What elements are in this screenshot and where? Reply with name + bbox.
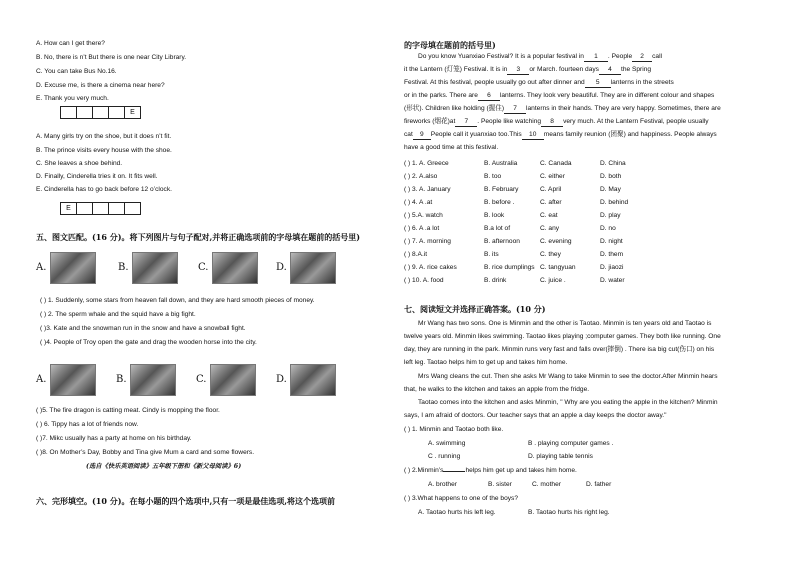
cloze-question: ( ) 4. A .at [404,199,433,206]
story-line: B. The prince visits every house with the shoe. [36,147,172,154]
answer-grid-1 [60,106,141,119]
cloze-option[interactable]: C. Canada [540,160,572,167]
match-line: ( ) 2. The sperm whale and the squid have a big fight. [40,311,196,318]
passage-line: Festival. At this festival, people usually go out after dinner and 5 lanterns in the streets [404,79,674,86]
option[interactable]: D. playing table tennis [528,453,593,460]
picture-label: C. [196,374,207,385]
reading-line: day, they are running in the park. Minmin runs very fast and falls over(摔倒) . There isa big cut(伤口) on his [404,346,715,353]
option[interactable]: A. Taotao hurts his left leg. [418,509,496,516]
cloze-option[interactable]: C. juice . [540,277,566,284]
cloze-question: ( ) 10. A. food [404,277,444,284]
cloze-option[interactable]: B. look [484,212,505,219]
blank[interactable]: 10 [522,131,544,140]
dialog-line: A. How can I get there? [36,40,105,47]
cloze-option[interactable]: B.a lot of [484,225,511,232]
picture-party [210,364,256,396]
cloze-question: ( ) 5.A. watch [404,212,443,219]
passage-line: fireworks (烟花)at 7 . People like watching 8 very much. At the Lantern Festival, people usually [404,118,709,125]
cloze-option[interactable]: B. February [484,186,519,193]
option[interactable]: B. Taotao hurts his right leg. [528,509,610,516]
section-6-title: 六、完形填空。(10 分)。在每小题的四个选项中,只有一项是最佳选项,将这个选项前 [36,496,336,506]
story-line: C. She leaves a shoe behind. [36,160,123,167]
blank[interactable]: 3 [507,66,529,75]
blank[interactable]: 7 [504,105,526,114]
picture-label: C. [198,262,209,273]
cloze-option[interactable]: D. water [600,277,625,284]
cloze-question: ( ) 3. A. January [404,186,451,193]
cloze-option[interactable]: D. both [600,173,622,180]
picture-tippy-friends [130,364,176,396]
match-line: ( ) 1. Suddenly, some stars from heaven fall down, and they are hard smooth pieces of money. [40,297,315,304]
answer-grid-2 [60,202,141,215]
picture-label: A. [36,374,47,385]
option[interactable]: A. swimming [428,440,466,447]
story-line: A. Many girls try on the shoe, but it does n’t fit. [36,133,172,140]
cloze-question: ( ) 7. A. morning [404,238,451,245]
picture-whale-squid [132,252,178,284]
option[interactable]: B. sister [488,481,512,488]
option[interactable]: C . running [428,453,461,460]
section-6-title-continued: 的字母填在题前的括号里) [404,40,496,50]
cloze-option[interactable]: C. evening [540,238,572,245]
grid-cell: E [130,109,135,116]
cloze-option[interactable]: D. May [600,186,621,193]
cloze-option[interactable]: B. before . [484,199,515,206]
match-line: ( )4. People of Troy open the gate and drag the wooden horse into the city. [40,339,257,346]
cloze-option[interactable]: C. they [540,251,561,258]
blank[interactable]: 8 [541,118,563,127]
blank[interactable]: 1 [584,53,608,62]
grid-cell[interactable] [109,203,125,214]
grid-cell[interactable] [77,203,93,214]
reading-line: says, I am afraid of doctors. Our teacher says that an apple a day keeps the doctor away." [404,412,667,419]
blank[interactable]: 4 [599,66,621,75]
reading-line: left leg. Taotao helps him to get up and takes him home. [404,359,568,366]
cloze-option[interactable]: B. Australia [484,160,518,167]
cloze-option[interactable]: D. night [600,238,623,245]
section-5-title: 五、图文匹配。(16 分)。将下列图片与句子配对,并将正确选项前的字母填在题前的括号里) [36,232,361,242]
cloze-option[interactable]: D. China [600,160,626,167]
cloze-option[interactable]: B. rice dumplings [484,264,535,271]
cloze-question: ( ) 1. A. Greece [404,160,449,167]
option[interactable]: D. father [586,481,612,488]
passage-line: it the Lantern (灯笼) Festival. It is in 3 or March. fourteen days 4 the Spring [404,66,652,73]
reading-line: Mrs Wang cleans the cut. Then she asks Mr Wang to take Minmin to see the doctor.After Minmin hears [418,373,718,380]
passage-line: or in the parks. There are 6 lanterns. They look very beautiful. They are in different colour and shapes [404,92,715,99]
picture-label: A. [36,262,47,273]
cloze-option[interactable]: C. tangyuan [540,264,576,271]
story-line: D. Finally, Cinderella tries it on. It fits well. [36,173,158,180]
passage-line: Do you know Yuanxiao Festival? It is a popular festival in 1 . People 2 call [418,53,663,60]
match-line: ( )3. Kate and the snowman run in the snow and have a snowball fight. [40,325,246,332]
cloze-question: ( ) 8.A.it [404,251,428,258]
grid-cell[interactable] [77,107,93,118]
cloze-option[interactable]: C. April [540,186,562,193]
match-line: ( )5. The fire dragon is catting meat. Cindy is mopping the floor. [36,407,220,414]
grid-cell[interactable] [93,203,109,214]
grid-cell: E [61,203,77,214]
story-line: E. Cinderella has to go back before 12 o’clock. [36,186,172,193]
reading-line: Mr Wang has two sons. One is Minmin and the other is Taotao. Minmin is ten years old and Taotao is [418,320,712,327]
option[interactable]: A. brother [428,481,457,488]
cloze-question: ( ) 6. A .a lot [404,225,440,232]
picture-troy-horse [290,252,336,284]
question-2: ( ) 2.Minmin’s helps him get up and takes him home. [404,467,577,474]
cloze-option[interactable]: D. jiaozi [600,264,624,271]
question-3: ( ) 3.What happens to one of the boys? [404,495,518,502]
cloze-option[interactable]: C. any [540,225,560,232]
reading-line: twelve years old. Minmin likes swimming. Taotao likes playing ;computer games. They both like running. One [404,333,721,340]
blank[interactable]: 2 [632,53,652,62]
cloze-question: ( ) 2. A.also [404,173,438,180]
dialog-line: D. Excuse me, is there a cinema near here? [36,82,165,89]
cloze-option[interactable]: B. afternoon [484,238,520,245]
cloze-option[interactable]: C. after [540,199,562,206]
match-line: ( ) 6. Tippy has a lot of friends now. [36,421,139,428]
grid-cell[interactable] [61,107,77,118]
cloze-option[interactable]: B. drink [484,277,507,284]
picture-fire-dragon [50,364,96,396]
dialog-line: B. No, there is n’t But there is one near City Library. [36,54,187,61]
blank[interactable] [443,471,465,472]
section-7-title: 七、阅读短文并选择正确答案。(10 分) [404,304,546,314]
option[interactable]: C. mother [532,481,561,488]
cloze-option[interactable]: D. behind [600,199,629,206]
cloze-option[interactable]: B. too [484,173,502,180]
blank[interactable]: 6 [478,92,500,101]
picture-label: D. [276,374,287,385]
cloze-option[interactable]: C. either [540,173,565,180]
grid-cell[interactable] [125,203,140,214]
passage-line: cat 9 People call it yuanxiao too.This 10 means family reunion (团聚) and happiness. People always [404,131,717,138]
source-note: (选自《快乐英语阅读》五年级下册和《新父母阅读》6) [86,463,242,470]
passage-line: have a good time at this festival. [404,144,499,151]
picture-label: B. [116,374,127,385]
picture-snowman [212,252,258,284]
blank[interactable]: 5 [585,79,611,88]
picture-label: B. [118,262,129,273]
cloze-question: ( ) 9. A. rice cakes [404,264,457,271]
picture-label: D. [276,262,287,273]
blank[interactable]: 9 [413,131,431,140]
reading-line: that, he walks to the kitchen and takes an apple from the fridge. [404,386,590,393]
cloze-option[interactable]: D. no [600,225,616,232]
picture-stars-falling [50,252,96,284]
cloze-option[interactable]: C. eat [540,212,558,219]
cloze-option[interactable]: D. them [600,251,624,258]
option[interactable]: B . playing computer games . [528,440,614,447]
picture-mothers-day [290,364,336,396]
match-line: ( )8. On Mother’s Day, Bobby and Tina give Mum a card and some flowers. [36,449,255,456]
blank[interactable]: 7 [455,118,477,127]
grid-cell[interactable] [109,107,125,118]
grid-cell[interactable] [93,107,109,118]
reading-line: Taotao comes into the kitchen and asks Minmin, " Why are you eating the apple in the kitchen? Minmin [418,399,718,406]
passage-line: (形状). Children like holding (握住) 7 lanterns in their hands. They are very happy. Sometimes, there are [404,105,721,112]
dialog-line: C. You can take Bus No.16. [36,68,117,75]
match-line: ( )7. Mikc usually has a party at home on his birthday. [36,435,192,442]
dialog-line: E. Thank you very much. [36,95,109,102]
cloze-option[interactable]: B. its [484,251,499,258]
question-1: ( ) 1. Minmin and Taotao both like. [404,426,504,433]
cloze-option[interactable]: D. play [600,212,621,219]
